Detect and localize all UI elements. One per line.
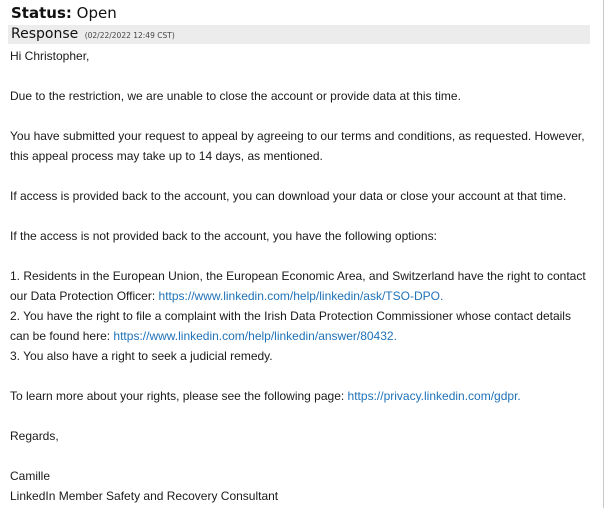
content-border [603, 0, 604, 508]
gdpr-privacy-link[interactable]: https://privacy.linkedin.com/gdpr. [347, 389, 521, 403]
rights-text: To learn more about your rights, please see the following page: [10, 389, 348, 403]
response-title-wrap [11, 25, 175, 45]
status-line [11, 4, 117, 22]
option-1 [10, 266, 590, 306]
option-1-text: 1. Residents in the European Union, the European Economic Area, and Switzerland have the right to contact our Data Protection Officer: [10, 269, 586, 303]
dpo-contact-link[interactable]: https://www.linkedin.com/help/linkedin/ask/TSO-DPO. [158, 289, 444, 303]
option-2-text: 2. You have the right to file a complaint with the Irish Data Protection Commissioner whose contact details can be found here: [10, 309, 571, 343]
message-body [10, 46, 590, 506]
response-header [8, 25, 590, 44]
status-value: Open [76, 4, 117, 22]
response-timestamp: (02/22/2022 12:49 CST) [84, 31, 175, 40]
response-title: Response [11, 26, 79, 42]
message-paragraph-appeal: You have submitted your request to appeal by agreeing to our terms and conditions, as requested. However, this appeal process may take up to 14 days, as mentioned. [10, 129, 585, 163]
option-3: 3. You also have a right to seek a judicial remedy. [10, 349, 273, 363]
signer-name: Camille [10, 469, 51, 483]
option-2 [10, 306, 590, 346]
rights-paragraph [10, 386, 590, 406]
greeting: Hi Christopher, [10, 49, 90, 63]
status-label: Status: [11, 4, 72, 22]
message-paragraph-restriction: Due to the restriction, we are unable to close the account or provide data at this time. [10, 89, 461, 103]
closing: Regards, [10, 429, 59, 443]
message-paragraph-access-provided: If access is provided back to the account, you can download your data or close your account at that time. [10, 189, 567, 203]
irish-dpc-link[interactable]: https://www.linkedin.com/help/linkedin/answer/80432. [113, 329, 397, 343]
message-paragraph-options-intro: If the access is not provided back to the account, you have the following options: [10, 229, 437, 243]
signer-title: LinkedIn Member Safety and Recovery Consultant [10, 489, 279, 503]
